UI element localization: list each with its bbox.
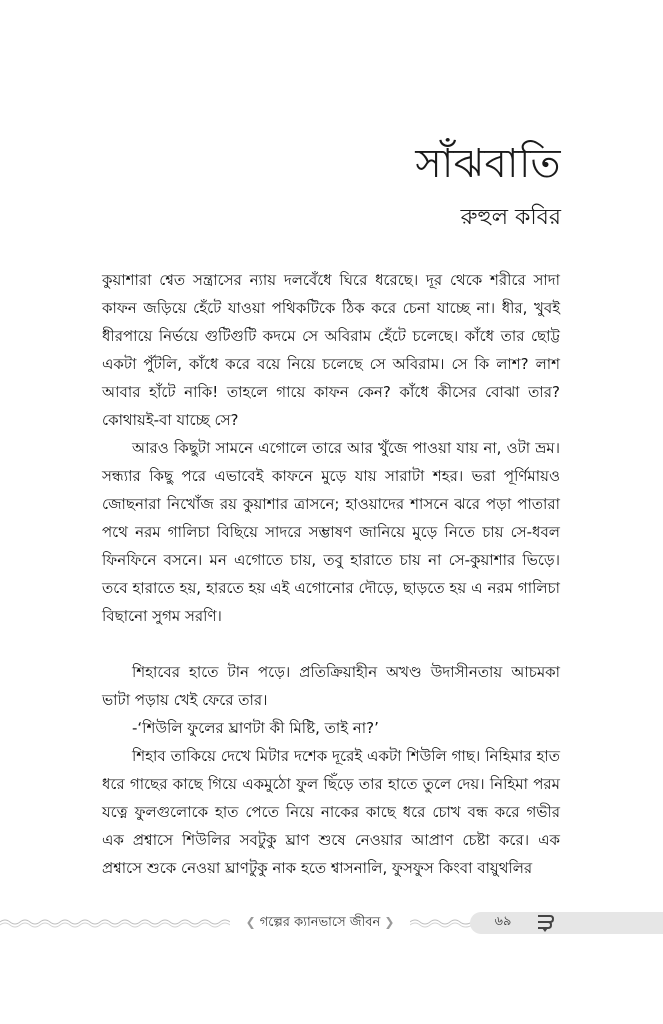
page-number: ৬৯: [494, 914, 512, 929]
section-break: [102, 630, 560, 658]
book-title-footer: [232, 910, 408, 934]
paragraph: কুয়াশারা শ্বেত সন্ত্রাসের ন্যায় দলবেঁধে ঘিরে ধরেছে। দূর থেকে শরীরে সাদা কাফন জড়িয়ে হেঁটে যাওয়া পথিকটিকে ঠিক করে চেনা যাচ্ছে না। ধীর, খুবই ধীরপায়ে নির্ভয়ে গুটিগুটি কদমে সে অবিরাম হেঁটে চলেছে। কাঁধে তার ছোট্ট একটা পুঁটলি, কাঁধে করে বয়ে নিয়ে চলেছে সে অবিরাম। সে কি লাশ? লাশ আবার হাঁটে নাকি! তাহলে গায়ে কাফন কেন? কাঁধে কীসের বোঝা তার? কোথায়ই-বা যাচ্ছে সে?: [102, 271, 560, 429]
paragraph: শিহাব তাকিয়ে দেখে মিটার দশেক দূরেই একটা শিউলি গাছ। নিহিমার হাত ধরে গাছের কাছে গিয়ে একমুঠো ফুল ছিঁড়ে তার হাতে তুলে দেয়। নিহিমা পরম যত্নে ফুলগুলোকে হাত পেতে নিয়ে নাকের কাছে ধরে চোখ বন্ধ করে গভীর এক প্রশ্বাসে শিউলির সবটুকু ঘ্রাণ শুষে নেওয়ার আপ্রাণ চেষ্টা করে। এক প্রশ্বাসে শুকে নেওয়া ঘ্রাণটুকু নাক হতে শ্বাসনালি, ফুসফুস কিংবা বায়ুথলির: [102, 747, 560, 877]
dialogue-line: -‘শিউলি ফুলের ঘ্রাণটা কী মিষ্টি, তাই না?’: [132, 719, 379, 737]
paragraph: শিহাবের হাতে টান পড়ে। প্রতিক্রিয়াহীন অখণ্ড উদাসীনতায় আচমকা ভাটা পড়ায় খেই ফেরে তার।: [102, 663, 560, 709]
paragraph: আরও কিছুটা সামনে এগোলে তারে আর খুঁজে পাওয়া যায় না, ওটা ভ্রম। সন্ধ্যার কিছু পরে এভাবেই কাফনে মুড়ে যায় সারাটা শহর। ভরা পূর্ণিমায়ও জোছনারা নিখোঁজ রয় কুয়াশার ত্রাসনে; হাওয়াদের শাসনে ঝরে পড়া পাতারা পথে নরম গালিচা বিছিয়ে সাদরে সম্ভাষণ জানিয়ে মুড়ে নিতে চায় সে-ধবল ফিনফিনে বসনে। মন এগোতে চায়, তবু হারাতে চায় না সে-কুয়াশার ভিড়ে। তবে হারাতে হয়, হারতে হয় এই এগোনোর দৌড়ে, ছাড়তে হয় এ নরম গালিচা বিছানো সুগম সরণি।: [102, 439, 560, 625]
footer-ornament-left: [0, 908, 230, 936]
book-title-text: গল্পের ক্যানভাসে জীবন: [259, 915, 381, 930]
chevron-left-icon: ❮: [245, 915, 256, 929]
page-footer: [0, 908, 663, 936]
chapter-title: সাঁঝবাতি: [415, 141, 561, 187]
publisher-logo-icon: [534, 912, 556, 934]
chevron-right-icon: ❯: [384, 915, 395, 929]
footer-ornament-right: [410, 908, 472, 936]
author-name: রুহুল কবির: [460, 205, 561, 230]
story-body: [102, 266, 560, 882]
